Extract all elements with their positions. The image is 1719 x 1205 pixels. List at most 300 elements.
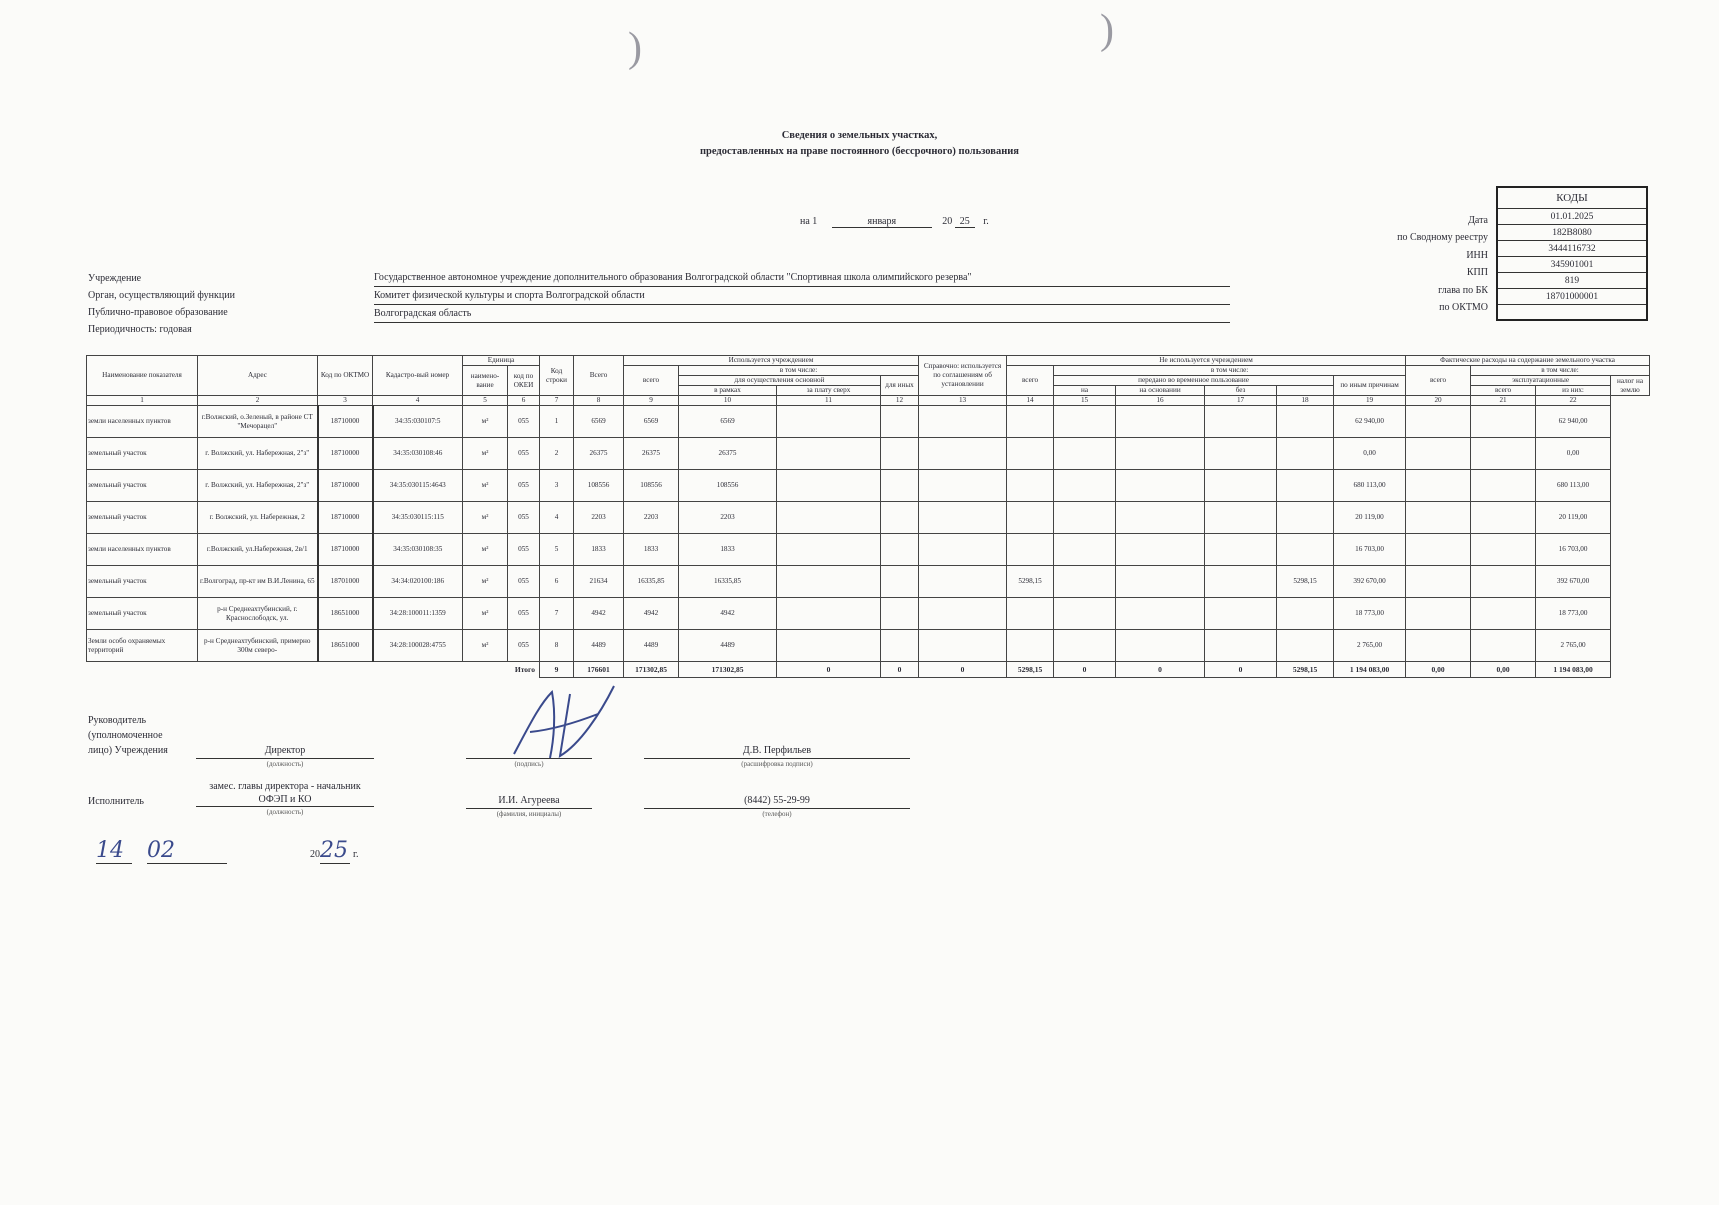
table-cell <box>1054 598 1116 630</box>
table-cell: 20 119,00 <box>1536 502 1611 534</box>
col-header: в том числе: <box>679 366 919 376</box>
column-number: 3 <box>318 396 373 406</box>
code-label: ИНН <box>1466 249 1488 261</box>
column-number: 2 <box>198 396 318 406</box>
table-cell: 1833 <box>624 534 679 566</box>
col-header: передано во временное пользование <box>1054 376 1334 386</box>
table-row <box>87 470 1650 502</box>
code-value: 345901001 <box>1497 257 1647 273</box>
table-cell: 0,00 <box>1334 438 1406 470</box>
table-cell <box>1406 502 1471 534</box>
total-cell: 171302,85 <box>624 662 679 678</box>
col-header: всего <box>1471 386 1536 396</box>
table-cell <box>881 630 919 662</box>
column-number: 10 <box>679 396 777 406</box>
table-cell: р-н Среднеахтубинский, примерно 300м северо- <box>198 630 318 662</box>
table-cell <box>1205 566 1277 598</box>
code-label: Дата <box>1468 215 1488 226</box>
table-cell: 34:28:100011:1359 <box>373 598 463 630</box>
table-cell: 4489 <box>574 630 624 662</box>
table-cell <box>1116 502 1205 534</box>
table-cell: 7 <box>540 598 574 630</box>
org-values <box>374 270 1230 323</box>
table-cell: 1833 <box>574 534 624 566</box>
phone-caption: (телефон) <box>762 810 792 818</box>
table-row <box>87 502 1650 534</box>
table-cell: 18 773,00 <box>1334 598 1406 630</box>
table-cell: м² <box>463 630 508 662</box>
table-cell <box>1054 470 1116 502</box>
table-cell: 16335,85 <box>624 566 679 598</box>
table-cell: 4489 <box>624 630 679 662</box>
table-cell <box>1205 502 1277 534</box>
table-cell <box>777 502 881 534</box>
code-blank <box>1497 305 1647 321</box>
table-cell: 34:35:030115:4643 <box>373 470 463 502</box>
table-cell <box>1471 598 1536 630</box>
table-cell: 26375 <box>679 438 777 470</box>
table-cell: 26375 <box>624 438 679 470</box>
table-cell: 16 703,00 <box>1334 534 1406 566</box>
total-cell: 1 194 083,00 <box>1536 662 1611 678</box>
table-cell: 34:35:030108:46 <box>373 438 463 470</box>
column-number: 9 <box>624 396 679 406</box>
table-row <box>87 630 1650 662</box>
phone-value: (8442) 55-29-99 <box>644 794 910 809</box>
table-cell: 4942 <box>574 598 624 630</box>
title-line-1: Сведения о земельных участках, <box>781 130 938 141</box>
column-number: 4 <box>373 396 463 406</box>
table-cell: 680 113,00 <box>1536 470 1611 502</box>
table-row <box>87 438 1650 470</box>
col-header: Используется учреждением <box>624 356 919 366</box>
table-cell: м² <box>463 438 508 470</box>
table-cell <box>1116 470 1205 502</box>
table-cell: м² <box>463 406 508 438</box>
executor-label: Исполнитель <box>88 796 144 807</box>
column-number: 1 <box>87 396 198 406</box>
table-cell: 055 <box>508 502 540 534</box>
table-cell <box>1277 470 1334 502</box>
total-cell: 171302,85 <box>679 662 777 678</box>
col-header <box>1277 386 1334 396</box>
table-row <box>87 534 1650 566</box>
table-cell <box>919 470 1007 502</box>
table-cell <box>777 470 881 502</box>
table-cell <box>1205 598 1277 630</box>
code-value: 182В8080 <box>1497 225 1647 241</box>
table-cell: м² <box>463 598 508 630</box>
handwritten-signature <box>510 684 620 764</box>
totals-label: Итого <box>514 665 535 675</box>
col-header: Всего <box>574 356 624 396</box>
table-cell <box>1277 406 1334 438</box>
table-row <box>87 598 1650 630</box>
table-cell <box>919 630 1007 662</box>
table-cell: 8 <box>540 630 574 662</box>
col-header: Код по ОКТМО <box>318 356 373 396</box>
sign-day: 14 <box>96 838 132 864</box>
table-cell: 055 <box>508 470 540 502</box>
col-header: по иным причинам <box>1334 376 1406 396</box>
column-number: 17 <box>1205 396 1277 406</box>
table-cell <box>1007 406 1054 438</box>
column-number: 22 <box>1536 396 1611 406</box>
table-cell: 6569 <box>679 406 777 438</box>
table-cell: 34:28:100028:4755 <box>373 630 463 662</box>
table-cell: 21634 <box>574 566 624 598</box>
table-cell: 108556 <box>624 470 679 502</box>
table-cell: 4942 <box>624 598 679 630</box>
sign-year <box>310 838 358 864</box>
codes-box <box>1496 186 1648 321</box>
col-header: в том числе: <box>1471 366 1650 376</box>
table-cell: 18701000 <box>318 566 373 598</box>
table-cell: 392 670,00 <box>1536 566 1611 598</box>
col-header: в рамках <box>679 386 777 396</box>
table-cell <box>1116 630 1205 662</box>
code-label: глава по БК <box>1438 284 1488 296</box>
table-cell: 2203 <box>624 502 679 534</box>
total-cell: 0,00 <box>1406 662 1471 678</box>
table-cell: г.Волжский, ул.Набережная, 2в/1 <box>198 534 318 566</box>
head-position <box>196 744 374 769</box>
table-cell <box>1471 470 1536 502</box>
col-header: за плату сверх <box>777 386 881 396</box>
table-cell: 34:34:020100:186 <box>373 566 463 598</box>
column-number: 20 <box>1406 396 1471 406</box>
table-cell: земельный участок <box>87 566 198 598</box>
table-cell <box>1054 406 1116 438</box>
table-cell: 2 <box>540 438 574 470</box>
page-title <box>0 128 1719 160</box>
table-cell: г. Волжский, ул. Набережная, 2"з" <box>198 438 318 470</box>
table-cell <box>1054 502 1116 534</box>
org-label: Учреждение <box>88 273 142 284</box>
table-cell: 18710000 <box>318 470 373 502</box>
table-cell <box>1406 438 1471 470</box>
table-cell <box>1277 438 1334 470</box>
col-header: Не используется учреждением <box>1007 356 1406 366</box>
table-cell <box>1406 470 1471 502</box>
code-label: КПП <box>1466 267 1488 279</box>
sign-year-value: 25 <box>320 838 348 863</box>
col-header: всего <box>624 366 679 396</box>
total-cell: 1 194 083,00 <box>1334 662 1406 678</box>
table-cell <box>777 406 881 438</box>
signature-caption: (подпись) <box>514 760 544 768</box>
table-cell: 055 <box>508 406 540 438</box>
table-cell <box>1277 502 1334 534</box>
table-cell <box>777 566 881 598</box>
table-cell <box>1471 502 1536 534</box>
table-cell <box>919 502 1007 534</box>
table-cell: 108556 <box>679 470 777 502</box>
table-cell: 1 <box>540 406 574 438</box>
table-cell <box>1406 630 1471 662</box>
column-number: 11 <box>777 396 881 406</box>
col-header: из них: <box>1536 386 1611 396</box>
col-header: эксплуатационные <box>1471 376 1611 386</box>
table-cell <box>919 534 1007 566</box>
table-cell <box>1277 598 1334 630</box>
column-number: 8 <box>574 396 624 406</box>
table-cell: 6569 <box>624 406 679 438</box>
table-cell <box>1471 534 1536 566</box>
column-numbers-row <box>87 396 1650 406</box>
head-name-value: Д.В. Перфильев <box>644 744 910 759</box>
table-cell: 055 <box>508 534 540 566</box>
table-cell <box>1205 438 1277 470</box>
table-cell <box>1277 630 1334 662</box>
table-cell: 6 <box>540 566 574 598</box>
table-cell: 4489 <box>679 630 777 662</box>
table-cell: г.Волгоград, пр-кт им В.И.Ленина, 65 <box>198 566 318 598</box>
head-position-value: Директор <box>196 744 374 759</box>
org-label: Орган, осуществляющий функции <box>88 290 235 301</box>
table-row <box>87 566 1650 598</box>
position-caption: (должность) <box>266 808 304 816</box>
table-cell <box>1205 630 1277 662</box>
table-cell: земельный участок <box>87 502 198 534</box>
table-cell: 18651000 <box>318 630 373 662</box>
table-cell: 6569 <box>574 406 624 438</box>
total-cell: 176601 <box>574 662 624 678</box>
column-number: 14 <box>1007 396 1054 406</box>
table-cell <box>881 534 919 566</box>
table-cell: 34:35:030115:115 <box>373 502 463 534</box>
table-cell: 2203 <box>574 502 624 534</box>
table-cell <box>1471 406 1536 438</box>
table-cell <box>1116 598 1205 630</box>
table-cell: 680 113,00 <box>1334 470 1406 502</box>
table-cell: 16335,85 <box>679 566 777 598</box>
table-cell: 34:35:030108:35 <box>373 534 463 566</box>
scan-mark: ) <box>628 25 642 71</box>
table-cell: 055 <box>508 630 540 662</box>
sign-year-suffix: г. <box>353 849 359 860</box>
title-line-2: предоставленных на праве постоянного (бессрочного) пользования <box>700 146 1019 157</box>
org-label: Публично-правовое образование <box>88 307 228 318</box>
table-cell: 392 670,00 <box>1334 566 1406 598</box>
table-cell: 2 765,00 <box>1536 630 1611 662</box>
table-cell: 3 <box>540 470 574 502</box>
table-cell: г. Волжский, ул. Набережная, 2 <box>198 502 318 534</box>
table-cell <box>1406 598 1471 630</box>
table-cell: Земли особо охраняемых территорий <box>87 630 198 662</box>
col-header: Код строки <box>540 356 574 396</box>
org-public-entity: Волгоградская область <box>374 306 1230 323</box>
col-header: всего <box>1007 366 1054 396</box>
table-cell: р-н Среднеахтубинский, г. Краснослободск, ул. <box>198 598 318 630</box>
table-cell: 34:35:030107:5 <box>373 406 463 438</box>
table-cell <box>1406 566 1471 598</box>
column-number: 12 <box>881 396 919 406</box>
col-header: код по ОКЕИ <box>508 366 540 396</box>
table-cell: 16 703,00 <box>1536 534 1611 566</box>
table-cell <box>777 534 881 566</box>
table-cell <box>1471 630 1536 662</box>
table-cell <box>1205 534 1277 566</box>
col-header: для осуществления основной <box>679 376 881 386</box>
table-cell <box>1007 630 1054 662</box>
fio-caption: (фамилия, инициалы) <box>496 810 562 818</box>
col-header: налог на землю <box>1611 376 1650 396</box>
table-cell <box>1007 438 1054 470</box>
table-cell: 1833 <box>679 534 777 566</box>
column-number: 16 <box>1116 396 1205 406</box>
col-header: наимено-вание <box>463 366 508 396</box>
org-labels <box>88 270 235 338</box>
table-cell: 62 940,00 <box>1536 406 1611 438</box>
totals-row <box>87 662 1650 678</box>
table-cell <box>1007 470 1054 502</box>
table-cell: 5298,15 <box>1277 566 1334 598</box>
table-cell: земельный участок <box>87 470 198 502</box>
decoding-caption: (расшифровка подписи) <box>741 760 813 768</box>
table-cell: 4 <box>540 502 574 534</box>
date-month: января <box>832 216 932 228</box>
executor-position <box>196 780 374 817</box>
table-cell: земли населенных пунктов <box>87 406 198 438</box>
col-header: в том числе: <box>1054 366 1406 376</box>
col-header: для иных <box>881 376 919 396</box>
code-label: по ОКТМО <box>1439 302 1488 314</box>
table-cell <box>1007 534 1054 566</box>
table-cell <box>919 438 1007 470</box>
column-number: 15 <box>1054 396 1116 406</box>
column-number: 18 <box>1277 396 1334 406</box>
table-cell: 2 765,00 <box>1334 630 1406 662</box>
table-cell <box>1406 534 1471 566</box>
date-suffix: г. <box>983 216 989 227</box>
col-header: Наименование показателя <box>87 356 198 396</box>
table-cell <box>919 598 1007 630</box>
table-cell <box>1116 406 1205 438</box>
head-label: Руководитель (уполномоченное лицо) Учреждения <box>88 715 168 756</box>
code-value: 18701000001 <box>1497 289 1647 305</box>
table-cell: м² <box>463 470 508 502</box>
total-cell: 9 <box>540 662 574 678</box>
total-cell: 0 <box>777 662 881 678</box>
column-number: 7 <box>540 396 574 406</box>
table-cell <box>881 406 919 438</box>
code-label: по Сводному реестру <box>1397 232 1488 244</box>
col-header: Адрес <box>198 356 318 396</box>
table-cell <box>1277 534 1334 566</box>
table-cell: м² <box>463 502 508 534</box>
column-number: 21 <box>1471 396 1536 406</box>
org-label: Периодичность: годовая <box>88 324 192 335</box>
table-cell: 26375 <box>574 438 624 470</box>
col-header: Справочно: используется по соглашениям об установлении <box>919 356 1007 396</box>
col-header: Единица <box>463 356 540 366</box>
total-cell: 5298,15 <box>1007 662 1054 678</box>
column-number: 19 <box>1334 396 1406 406</box>
table-cell <box>881 566 919 598</box>
table-cell <box>919 406 1007 438</box>
table-cell <box>919 566 1007 598</box>
table-cell: г.Волжский, о.Зеленый, в районе СТ "Мечорацел" <box>198 406 318 438</box>
sign-date <box>96 838 227 864</box>
table-cell: 5298,15 <box>1007 566 1054 598</box>
total-cell: 0,00 <box>1471 662 1536 678</box>
table-cell <box>1471 566 1536 598</box>
total-cell: 0 <box>1205 662 1277 678</box>
column-number: 5 <box>463 396 508 406</box>
total-cell: 0 <box>1054 662 1116 678</box>
executor-phone <box>644 794 910 819</box>
total-cell: 0 <box>881 662 919 678</box>
date-prefix: на 1 <box>800 216 818 227</box>
table-cell <box>777 438 881 470</box>
date-year: 25 <box>955 216 975 228</box>
sign-year-prefix: 20 <box>310 849 320 860</box>
total-cell: 0 <box>1116 662 1205 678</box>
col-header: на основании <box>1116 386 1205 396</box>
position-caption: (должность) <box>266 760 304 768</box>
table-cell <box>777 630 881 662</box>
land-plots-table <box>86 355 1650 678</box>
table-cell: 108556 <box>574 470 624 502</box>
table-cell <box>881 438 919 470</box>
table-cell: 18 773,00 <box>1536 598 1611 630</box>
table-cell <box>1054 630 1116 662</box>
table-cell <box>1116 566 1205 598</box>
table-cell <box>1007 598 1054 630</box>
table-cell <box>1205 406 1277 438</box>
table-cell <box>1054 566 1116 598</box>
code-value: 819 <box>1497 273 1647 289</box>
org-founder: Комитет физической культуры и спорта Волгоградской области <box>374 288 1230 305</box>
total-cell: 0 <box>919 662 1007 678</box>
col-header: на <box>1054 386 1116 396</box>
col-header: Фактические расходы на содержание земельного участка <box>1406 356 1650 366</box>
table-cell <box>881 470 919 502</box>
table-cell: 5 <box>540 534 574 566</box>
table-cell <box>1116 534 1205 566</box>
table-cell: 18710000 <box>318 438 373 470</box>
column-number: 13 <box>919 396 1007 406</box>
table-cell: 2203 <box>679 502 777 534</box>
table-cell <box>777 598 881 630</box>
col-header: всего <box>1406 366 1471 396</box>
table-cell <box>1054 534 1116 566</box>
table-cell: г. Волжский, ул. Набережная, 2"з" <box>198 470 318 502</box>
table-cell <box>1007 502 1054 534</box>
column-number: 6 <box>508 396 540 406</box>
table-cell: м² <box>463 534 508 566</box>
scan-mark: ) <box>1100 7 1114 53</box>
sign-month: 02 <box>147 838 227 864</box>
report-date <box>800 216 989 228</box>
table-cell: земли населенных пунктов <box>87 534 198 566</box>
executor-position-value: замес. главы директора - начальник ОФЭП и КО <box>196 780 374 807</box>
codes-header: КОДЫ <box>1497 187 1647 209</box>
table-cell: земельный участок <box>87 438 198 470</box>
code-value: 3444116732 <box>1497 241 1647 257</box>
table-cell <box>881 502 919 534</box>
executor-name <box>466 794 592 819</box>
table-cell: 0,00 <box>1536 438 1611 470</box>
code-value: 01.01.2025 <box>1497 209 1647 225</box>
table-cell: земельный участок <box>87 598 198 630</box>
codes-labels <box>1330 212 1488 316</box>
table-cell <box>1406 406 1471 438</box>
table-cell: 055 <box>508 566 540 598</box>
total-cell: 5298,15 <box>1277 662 1334 678</box>
table-cell: 18651000 <box>318 598 373 630</box>
